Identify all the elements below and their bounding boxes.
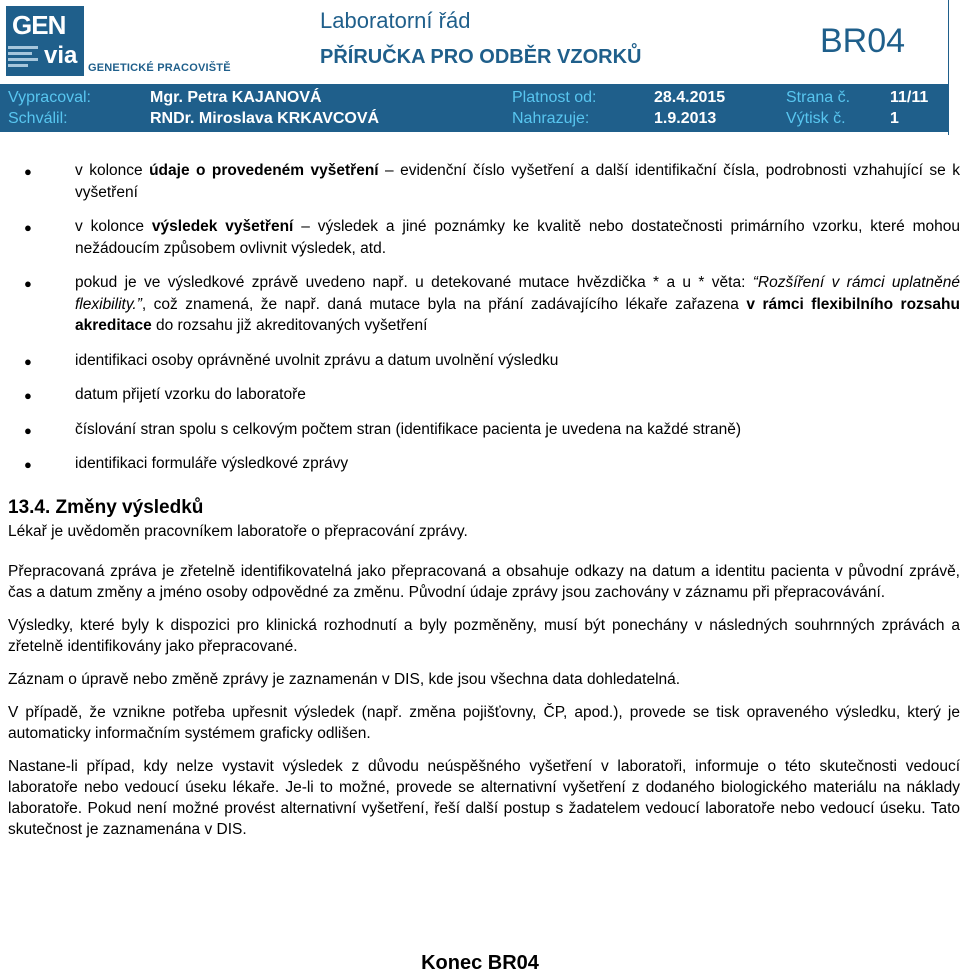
value-replaces: 1.9.2013 xyxy=(654,110,717,127)
list-item-text: identifikaci formuláře výsledkové zprávy xyxy=(75,455,349,472)
list-item-text-bold: údaje o provedeném vyšetření xyxy=(149,162,379,179)
label-copy-number: Výtisk č. xyxy=(786,110,846,127)
label-prepared-by: Vypracoval: xyxy=(8,89,91,106)
list-item-text-mid: , což znamená, že např. daná mutace byla na přání zadávajícího lékaře zařazena xyxy=(141,295,747,313)
bullet-icon: ● xyxy=(24,164,32,179)
label-page-number: Strana č. xyxy=(786,89,851,106)
genvia-logo xyxy=(6,6,231,81)
bullet-list xyxy=(8,160,960,475)
value-copy-number: 1 xyxy=(890,110,899,127)
header-rule xyxy=(948,0,949,135)
bullet-icon: ● xyxy=(24,422,32,438)
document-end-marker: Konec BR04 xyxy=(421,952,539,974)
document-title: PŘÍRUČKA PRO ODBĚR VZORKŮ xyxy=(320,46,642,68)
list-item-text-italic: “Rozšíření v rámci uplatněné flexibility.” xyxy=(75,274,960,313)
value-page-number: 11/11 xyxy=(890,89,929,106)
list-item-text-pre: pokud je ve výsledkové zprávě uvedeno např. u detekované mutace hvězdička * a u * věta: xyxy=(75,274,753,291)
list-item-text-post: – evidenční číslo vyšetření a další identifikační čísla, podrobnosti vzhahující se k vyšetření xyxy=(75,162,960,201)
list-item-text-pre: v kolonce xyxy=(75,162,150,179)
bullet-icon: ● xyxy=(24,457,32,472)
list-item-text: číslování stran spolu s celkovým počtem stran (identifikace pacienta je uvedena na každé straně) xyxy=(75,420,741,438)
list-item-text-bold: výsledek vyšetření xyxy=(151,218,294,235)
list-item-text: identifikaci osoby oprávněné uvolnit zprávu a datum uvolnění výsledku xyxy=(75,351,559,369)
list-item-text: datum přijetí vzorku do laboratoře xyxy=(75,386,306,403)
document-body xyxy=(8,160,960,852)
logo-text-via: via xyxy=(44,42,78,69)
bullet-icon: ● xyxy=(24,220,32,235)
list-item-text-bold: v rámci flexibilního rozsahu akreditace xyxy=(75,295,960,334)
logo-bars-graphic xyxy=(8,46,38,72)
paragraph: Lékař je uvědoměn pracovníkem laboratoře o přepracování zprávy. xyxy=(8,522,468,540)
logo-subtitle: GENETICKÉ PRACOVIŠTĚ xyxy=(88,62,231,74)
document-header xyxy=(0,0,960,135)
list-item-text-post: do rozsahu již akreditovaných vyšetření xyxy=(151,317,428,334)
document-category: Laboratorní řád xyxy=(320,8,471,33)
header-info-bar xyxy=(0,84,948,132)
list-item xyxy=(8,384,960,406)
label-replaces: Nahrazuje: xyxy=(512,110,590,127)
paragraph: V případě, že vznikne potřeba upřesnit výsledek (např. změna pojišťovny, ČP, apod.), provede se tisk opraveného výsledku, který je automaticky informačním systémem graficky odlišen. xyxy=(8,703,960,742)
list-item xyxy=(8,453,960,475)
label-approved-by: Schválil: xyxy=(8,110,68,127)
list-item xyxy=(8,160,960,203)
bullet-icon: ● xyxy=(24,388,32,403)
section-heading: 13.4. Změny výsledků xyxy=(8,496,204,518)
list-item xyxy=(8,216,960,259)
paragraph: Nastane-li případ, kdy nelze vystavit výsledek z důvodu neúspěšného vyšetření v laboratoři, informuje o této skutečnosti vedoucí laboratoře nebo vedoucí úseku lékaře. Je-li to možné, provede se alternativní vyšetření z dodaného biologického materiálu na náklady laboratoře. Pokud není možné provést alternativní vyšetření, řeší další postup s žadatelem vedoucí laboratoře nebo vedoucí úseku. Tato skutečnost je zaznamenána v DIS. xyxy=(8,757,960,838)
document-id: BR04 xyxy=(820,22,906,60)
value-approved-by: RNDr. Miroslava KRKAVCOVÁ xyxy=(150,110,380,127)
list-item xyxy=(8,272,960,337)
value-prepared-by: Mgr. Petra KAJANOVÁ xyxy=(150,89,322,106)
bullet-icon: ● xyxy=(24,353,32,369)
list-item-text-post: – výsledek a jiné poznámky ke kvalitě nebo dostatečnosti primárního vzorku, které mohou nežádoucím způsobem ovlivnit výsledek, atd. xyxy=(75,218,960,257)
paragraph: Přepracovaná zpráva je zřetelně identifikovatelná jako přepracovaná a obsahuje odkazy na datum a identitu pacienta v původní zprávě, čas a datum změny a jméno osoby odpovědné za změnu. Původní údaje zprávy jsou zachovány v záznamu při přepracovávání. xyxy=(8,562,960,601)
paragraph: Výsledky, které byly k dispozici pro klinická rozhodnutí a byly pozměněny, musí být ponechány v následných souhrnných zprávách a zřetelně identifikovány jako přepracované. xyxy=(8,616,960,655)
bullet-icon: ● xyxy=(24,276,32,291)
list-item xyxy=(8,419,960,441)
paragraph: Záznam o úpravě nebo změně zprávy je zaznamenán v DIS, kde jsou všechna data dohledatelná. xyxy=(8,670,681,688)
label-valid-from: Platnost od: xyxy=(512,89,597,106)
logo-text-gen: GEN xyxy=(12,10,66,40)
list-item xyxy=(8,350,960,372)
list-item-text-pre: v kolonce xyxy=(75,218,152,235)
logo-box xyxy=(6,6,84,76)
value-valid-from: 28.4.2015 xyxy=(654,89,726,106)
